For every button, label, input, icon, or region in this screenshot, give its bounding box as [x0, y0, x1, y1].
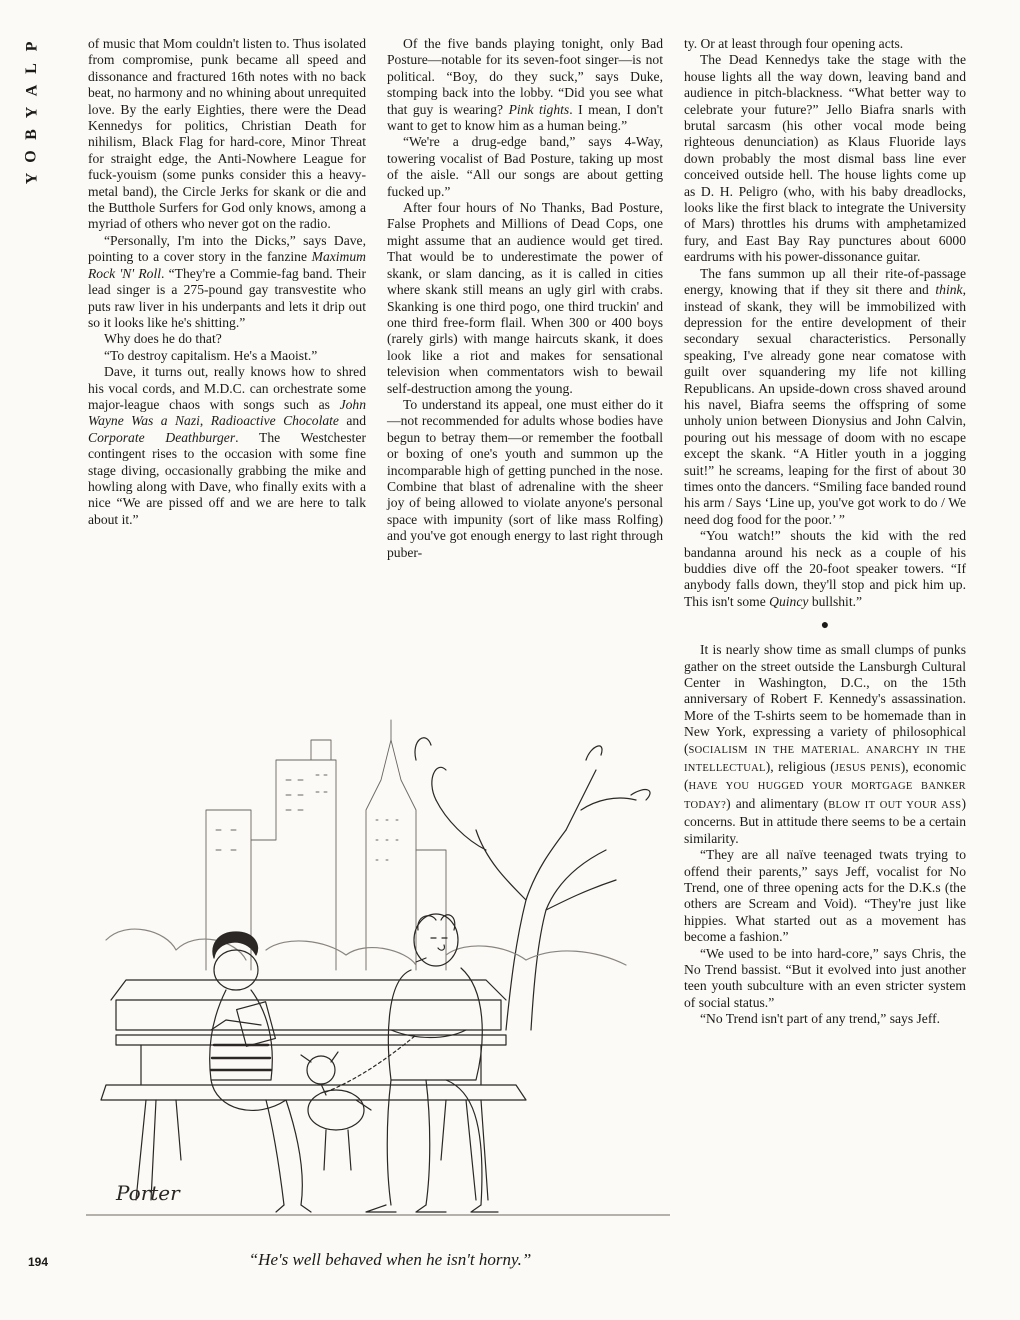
- paragraph: “Personally, I'm into the Dicks,” says Dave, pointing to a cover story in the fanzine Maximum Rock 'N' Roll. “They're a Commie-fag band. Their lead singer is a 275-pound gay transvestite who puts raw liver in his underpants and lets it drip out so it looks like he's shitting.”: [88, 232, 367, 330]
- masthead-letter: A: [23, 83, 40, 97]
- paragraph: “We're a drug-edge band,” says 4-Way, towering vocalist of Bad Posture, taking up most of the aisle. “All our songs are about getting fucked up.”: [387, 134, 663, 199]
- paragraph: To understand its appeal, one must either do it—not recommended for adults whose bodies have begun to betray them—or remember the football or boxing of one's youth and summon up the incomparable high of getting punched in the nose. Combine that blast of adrenaline with the sheer joy of being allowed to violate anyone's personal space with impunity (sort of like mass Rolfing) and you've got enough energy to last right through puber-: [387, 396, 663, 560]
- paragraph: After four hours of No Thanks, Bad Posture, False Prophets and Millions of Dead Cops, one might assume that an audience would get tired. That would be to underestimate the power of skank, or slam dancing, as it is called in cities where skank still means an ugly girl with crabs. Skanking is one third pogo, one third truckin' and one third free-form flail. When 300 or 400 boys (rarely girls) with mange haircuts skank, it does look like a riot and makes for sensational television when commentators wish to bewail self-destruction among the young.: [387, 200, 663, 396]
- masthead-letter: Y: [23, 105, 40, 119]
- article-column-2: [387, 36, 663, 561]
- paragraph: ty. Or at least through four opening acts.: [684, 36, 904, 51]
- paragraph: “We used to be into hard-core,” says Chris, the No Trend bassist. “But it evolved into just another teen youth subculture with an even stricter system of social status.”: [684, 945, 966, 1010]
- masthead: [18, 36, 46, 186]
- paragraph: The fans summon up all their rite-of-passage energy, knowing that if they sit there and think, instead of skank, they will be immobilized with depression for the entire development of their secondary sexual characteristics. Personally speaking, I've already gone near comatose with guilt over squandering my life not killing Republicans. An upside-down cross shaved around his navel, Biafra seems the offspring of some unholy union between Dionysius and John Calvin, pouring out his message of doom with no escape except the skank. “A Hitler youth in a jogging suit!” he screams, leaping for the first of about 30 times onto the dancers. “Smiling face banded round his arm / Says ‘Line up, you've got work to do / We need dog food for the poor.’ ”: [684, 265, 966, 527]
- man-on-bench: [366, 914, 498, 1212]
- masthead-letter: B: [22, 128, 40, 140]
- page-number: 194: [28, 1255, 49, 1269]
- dog: [301, 1035, 416, 1170]
- paragraph: “To destroy capitalism. He's a Maoist.”: [104, 347, 318, 363]
- masthead-letter: P: [23, 40, 40, 52]
- section-break-bullet: ●: [820, 618, 830, 634]
- paragraph: “You watch!” shouts the kid with the red bandanna around his neck as a couple of his buddies dive off the 20-foot speaker towers. “If anybody falls down, they'll stop and pick him up. This isn't some Quincy bullshit.”: [684, 528, 966, 609]
- paragraph: The Dead Kennedys take the stage with the house lights all the way down, leaving band and audience in pitch-blackness. “What better way to celebrate your future?” Jello Biafra snarls with brutal sarcasm (his other vocal mode being righteous denunciation) as Klaus Fluoride lays down probably the most dismal bass line ever conceived outside hell. The house lights come up as D. H. Peligro (who, with his baby dreadlocks, looks like the first black to integrate the University of Mars) throttles his drums with amphetamized fury, and East Bay Ray punctures about 6000 eardrums with his power-dissonance guitar.: [684, 52, 966, 265]
- cartoon-caption: “He's well behaved when he isn't horny.”: [248, 1250, 532, 1269]
- cartoon-illustration: [86, 700, 670, 1240]
- article-column-3: [684, 36, 966, 1028]
- masthead-letter: Y: [23, 171, 40, 185]
- paragraph: Why does he do that?: [104, 331, 222, 347]
- paragraph: of music that Mom couldn't listen to. Thus isolated from compromise, punk became all speed and dissonance and fractured 16th notes with no back beat, no harmony and no whining about unrequited love. By the early Eighties, there were the Dead Kennedys for politics, Christian Death for nihilism, Black Flag for hard-core, Minor Threat for straight edge, the Anti-Nowhere League for fuck-youism (some punks consider this a heavy-metal band), the Circle Jerks for skank or die and the Butthole Surfers for God only knows, among a myriad of others who never got on the radio.: [88, 36, 366, 232]
- tree: [415, 738, 650, 1030]
- paragraph: “They are all naïve teenaged twats trying to offend their parents,” says Jeff, vocalist for No Trend, one of three opening acts for the D.K.s (the others are Scream and Void). “They're just like hippies. What started out as a movement has become a fashion.”: [684, 847, 966, 945]
- paragraph: It is nearly show time as small clumps of punks gather on the street outside the Lansburgh Cultural Center in Washington, D.C., on the 15th anniversary of Robert F. Kennedy's assassination. More of the T-shirts seem to be homemade than in New York, expressing a variety of philosophical (SOCIALISM IN THE MATERIAL. ANARCHY IN THE INTELLECTUAL), religious (JESUS PENIS), economic (HAVE YOU HUGGED YOUR MORTGAGE BANKER TODAY?) and alimentary (BLOW IT OUT YOUR ASS) concerns. But in attitude there seems to be a certain similarity.: [684, 642, 967, 846]
- cartoonist-signature: Porter: [116, 1181, 180, 1205]
- woman-reading: [210, 932, 311, 1212]
- masthead-letter: O: [22, 149, 40, 163]
- article-column-1: [88, 36, 366, 528]
- paragraph: “No Trend isn't part of any trend,” says Jeff.: [700, 1011, 941, 1027]
- park-bench: [101, 980, 526, 1200]
- paragraph: Of the five bands playing tonight, only Bad Posture—notable for its seven-foot singer—is not political. “Boy, do they suck,” says Duke, stomping back into the lobby. “Did you see what that guy is wearing? Pink tights. I mean, I don't want to get to know him as a human being.”: [387, 36, 663, 134]
- masthead-letter: L: [22, 62, 40, 74]
- paragraph: Dave, it turns out, really knows how to shred his vocal cords, and M.D.C. can orchestrate some major-league chaos with songs such as John Wayne Was a Nazi, Radioactive Chocolate and Corporate Deathburger. The Westchester contingent rises to the occasion with some fine stage diving, occasionally grabbing the mike and howling along with Dave, who finally exits with a nice “We are pissed off and we are here to talk about it.”: [88, 364, 367, 527]
